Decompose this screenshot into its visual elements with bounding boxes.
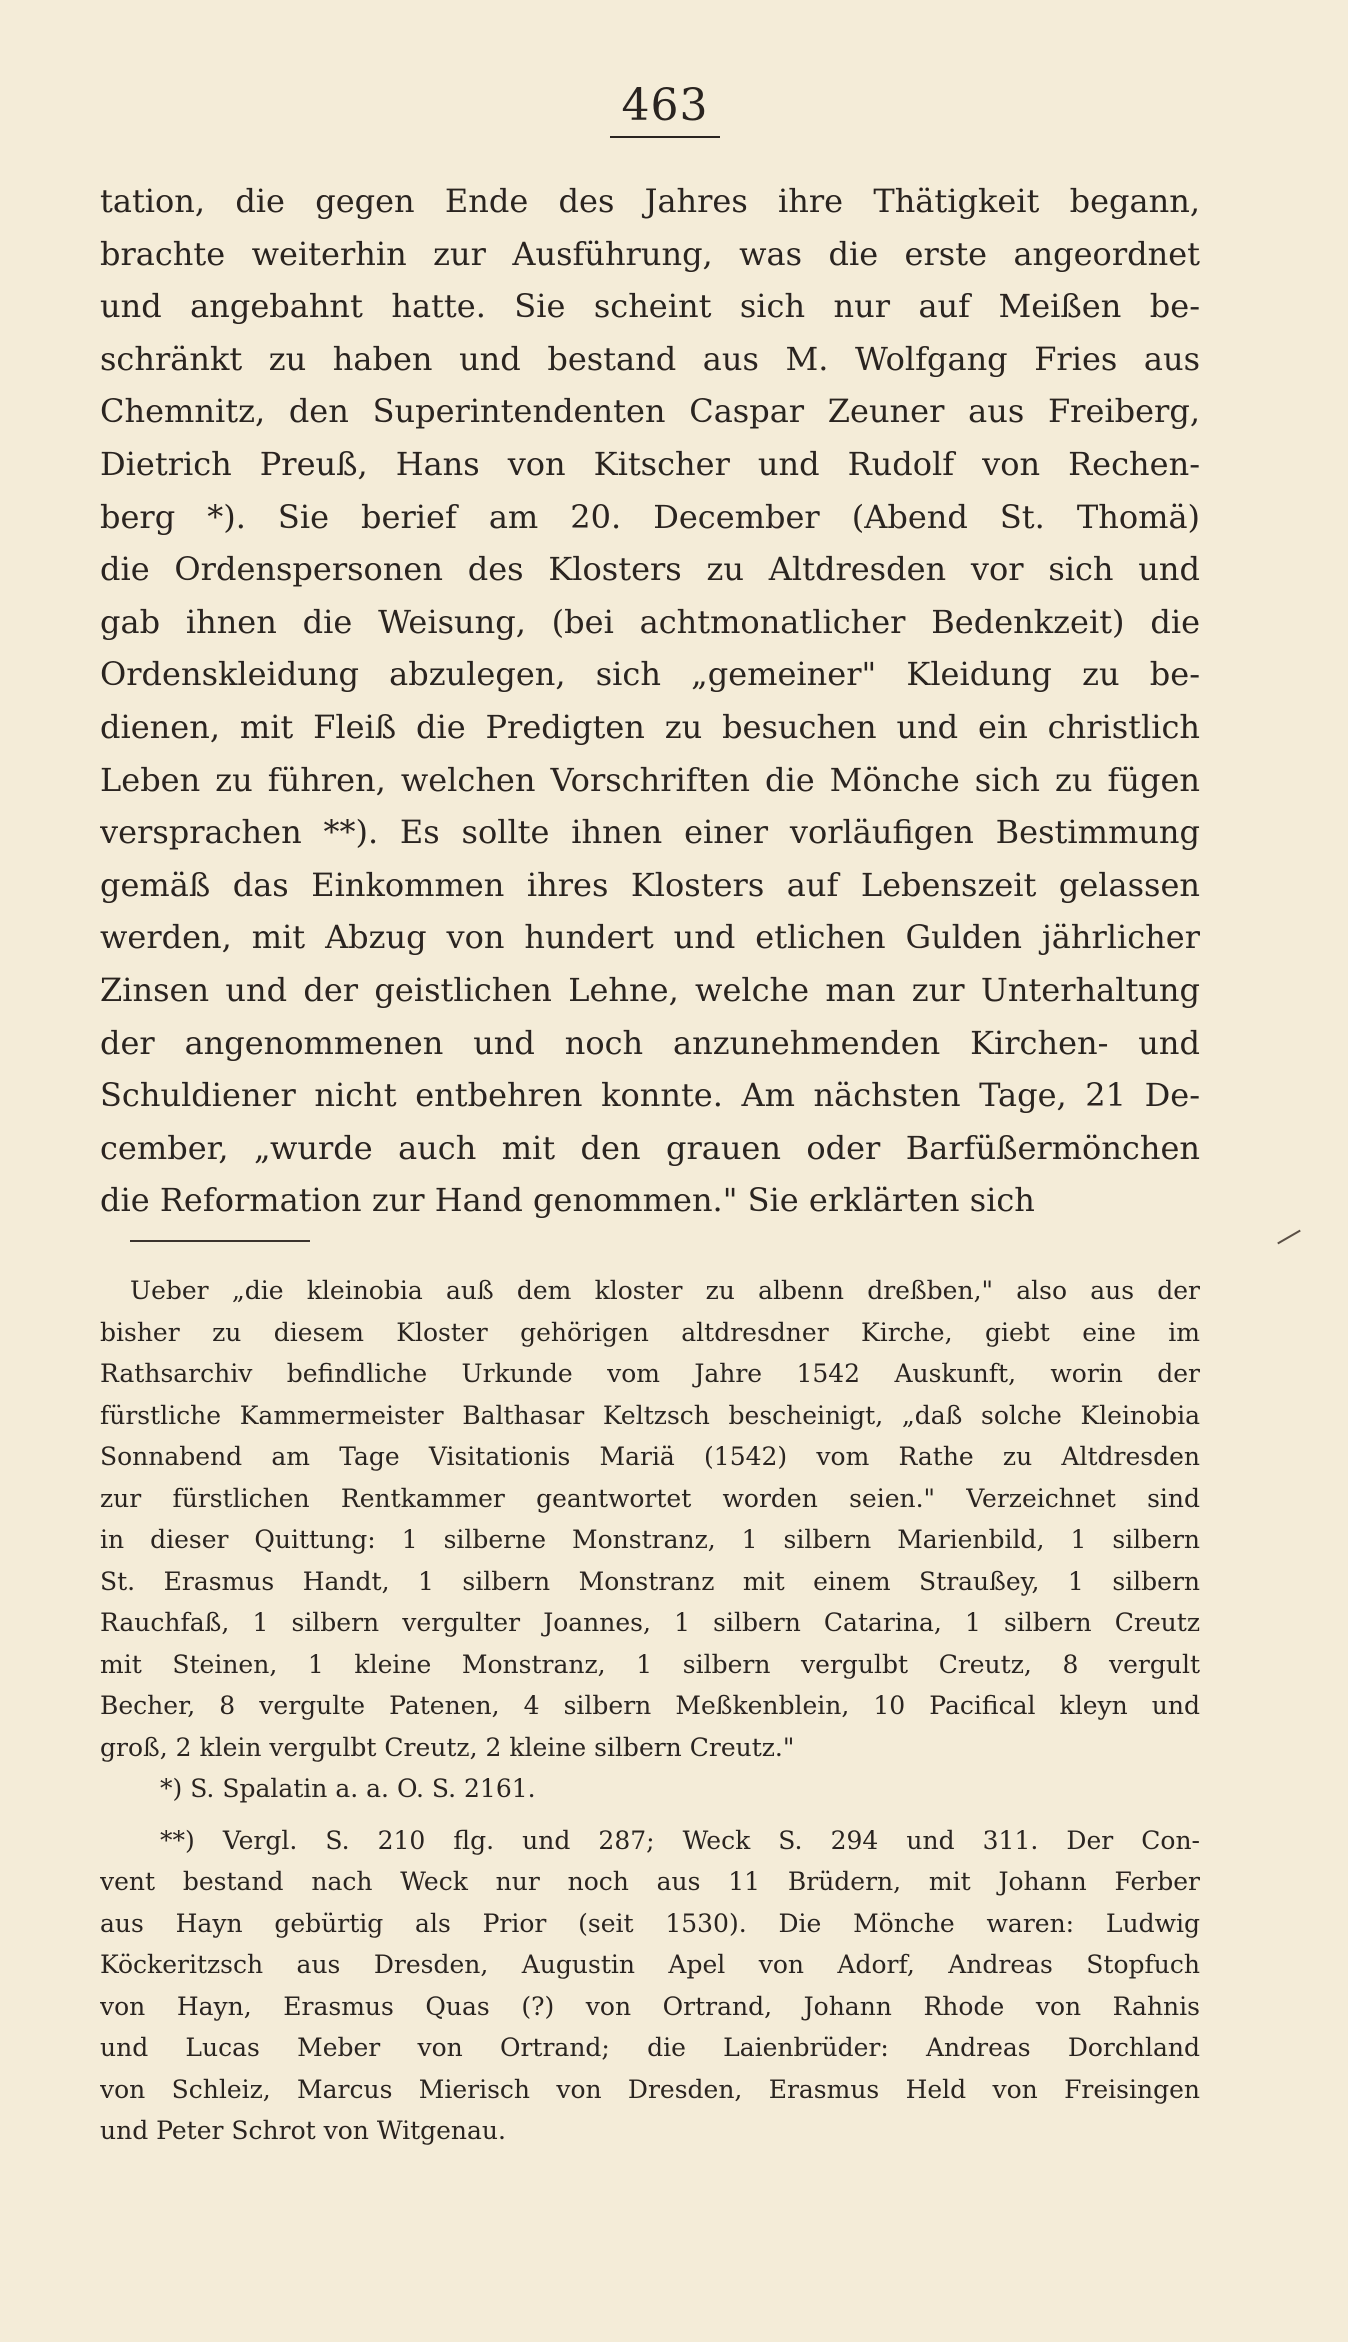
footnote-line: bisher zu diesem Kloster gehörigen altdresdner Kirche, giebt eine im bbox=[100, 1317, 1200, 1347]
footnote-line: von Schleiz, Marcus Mierisch von Dresden, Erasmus Held von Freisingen bbox=[100, 2074, 1200, 2104]
footnote-line: groß, 2 klein vergulbt Creutz, 2 kleine silbern Creutz." bbox=[100, 1732, 795, 1762]
footnote-line: Becher, 8 vergulte Patenen, 4 silbern Meßkenblein, 10 Pacifical kleyn und bbox=[100, 1691, 1200, 1720]
footnote-line: Rauchfaß, 1 silbern vergulter Joannes, 1 silbern Catarina, 1 silbern Creutz bbox=[100, 1608, 1200, 1637]
footnote-line: Rathsarchiv befindliche Urkunde vom Jahre 1542 Auskunft, worin der bbox=[100, 1359, 1200, 1388]
body-line: tation, die gegen Ende des Jahres ihre Thätigkeit begann, bbox=[100, 182, 1200, 220]
body-line: dienen, mit Fleiß die Predigten zu besuchen und ein christlich bbox=[100, 707, 1200, 746]
footnote-line: mit Steinen, 1 kleine Monstranz, 1 silbern vergulbt Creutz, 8 vergult bbox=[100, 1649, 1200, 1679]
footnote-line: St. Erasmus Handt, 1 silbern Monstranz mit einem Straußey, 1 silbern bbox=[100, 1566, 1200, 1596]
body-line: versprachen **). Es sollte ihnen einer vorläufigen Bestimmung bbox=[100, 813, 1200, 852]
footnote-line: **) Vergl. S. 210 flg. und 287; Weck S. 294 und 311. Der Con- bbox=[160, 1825, 1200, 1855]
pencil-mark bbox=[1277, 1230, 1301, 1245]
footnote-line: fürstliche Kammermeister Balthasar Keltzsch bescheinigt, „daß solche Kleinobia bbox=[100, 1400, 1200, 1430]
body-line: Dietrich Preuß, Hans von Kitscher und Rudolf von Rechen- bbox=[100, 444, 1200, 483]
footnote-line: und Peter Schrot von Witgenau. bbox=[100, 2116, 506, 2145]
footnotes bbox=[100, 1270, 1200, 2152]
footnote-line: in dieser Quittung: 1 silberne Monstranz, 1 silbern Marienbild, 1 silbern bbox=[100, 1525, 1200, 1554]
body-line: Zinsen und der geistlichen Lehne, welche man zur Unterhaltung bbox=[100, 970, 1200, 1009]
footnote-line: Sonnabend am Tage Visitationis Mariä (1542) vom Rathe zu Altdresden bbox=[100, 1442, 1200, 1471]
body-text bbox=[100, 175, 1200, 1227]
footnote-separator bbox=[130, 1240, 310, 1242]
page-number: 463 bbox=[621, 80, 709, 131]
footnote-line: von Hayn, Erasmus Quas (?) von Ortrand, Johann Rhode von Rahnis bbox=[100, 1991, 1200, 2021]
body-line: berg *). Sie berief am 20. December (Abend St. Thomä) bbox=[100, 497, 1200, 536]
footnote-line: vent bestand nach Weck nur noch aus 11 Brüdern, mit Johann Ferber bbox=[100, 1867, 1200, 1896]
body-line: werden, mit Abzug von hundert und etlichen Gulden jährlicher bbox=[100, 918, 1200, 957]
body-line: die Reformation zur Hand genommen." Sie erklärten sich bbox=[100, 1181, 1035, 1220]
page-number-underline bbox=[610, 136, 720, 138]
body-line: die Ordenspersonen des Klosters zu Altdresden vor sich und bbox=[100, 550, 1200, 589]
body-line: Ordenskleidung abzulegen, sich „gemeiner" Kleidung zu be- bbox=[100, 655, 1200, 694]
body-line: und angebahnt hatte. Sie scheint sich nur auf Meißen be- bbox=[100, 287, 1200, 326]
body-line: schränkt zu haben und bestand aus M. Wolfgang Fries aus bbox=[100, 339, 1200, 378]
footnote-line: Ueber „die kleinobia auß dem kloster zu albenn dreßben," also aus der bbox=[130, 1276, 1200, 1305]
footnote-line: Köckeritzsch aus Dresden, Augustin Apel von Adorf, Andreas Stopfuch bbox=[100, 1950, 1200, 1979]
body-line: gemäß das Einkommen ihres Klosters auf Lebenszeit gelassen bbox=[100, 865, 1200, 904]
body-line: cember, „wurde auch mit den grauen oder Barfüßermönchen bbox=[100, 1128, 1200, 1167]
body-line: gab ihnen die Weisung, (bei achtmonatlicher Bedenkzeit) die bbox=[100, 602, 1200, 641]
footnote-line: und Lucas Meber von Ortrand; die Laienbrüder: Andreas Dorchland bbox=[100, 2033, 1200, 2062]
body-line: der angenommenen und noch anzunehmenden Kirchen- und bbox=[100, 1023, 1200, 1062]
footnote-line: zur fürstlichen Rentkammer geantwortet worden seien." Verzeichnet sind bbox=[100, 1483, 1200, 1513]
body-line: Leben zu führen, welchen Vorschriften die Mönche sich zu fügen bbox=[100, 760, 1200, 799]
footnote-line: aus Hayn gebürtig als Prior (seit 1530). Die Mönche waren: Ludwig bbox=[100, 1908, 1200, 1938]
body-line: brachte weiterhin zur Ausführung, was die erste angeordnet bbox=[100, 234, 1200, 273]
footnote-star: *) S. Spalatin a. a. O. S. 2161. bbox=[160, 1774, 536, 1803]
body-line: Schuldiener nicht entbehren konnte. Am nächsten Tage, 21 De- bbox=[100, 1076, 1200, 1115]
body-line: Chemnitz, den Superintendenten Caspar Zeuner aus Freiberg, bbox=[100, 392, 1200, 431]
